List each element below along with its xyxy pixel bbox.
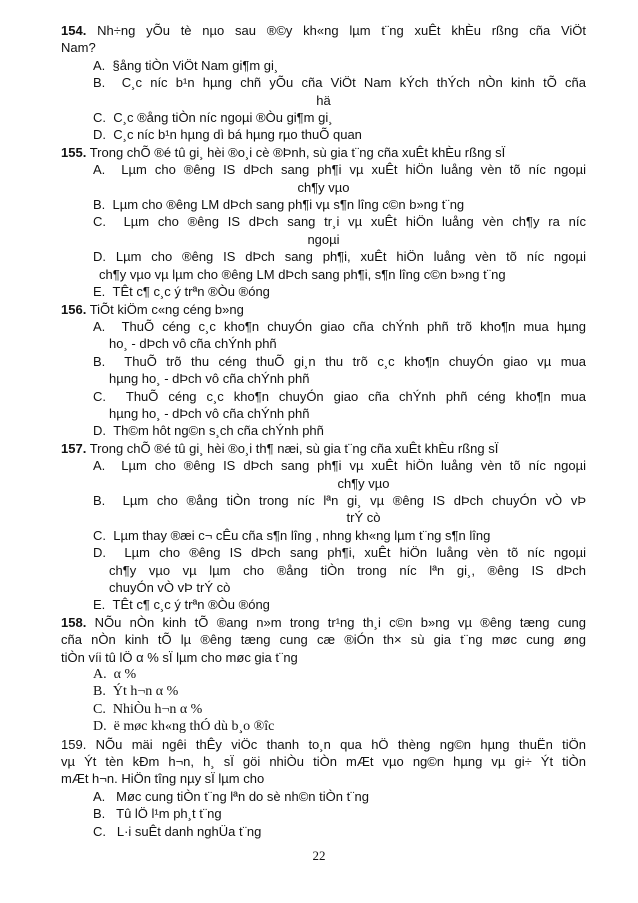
option-c: C. Lµm cho ®êng IS dÞch sang tr¸i vµ xuÊt hiÖn luång vèn ch¶y ra níc — [93, 214, 586, 230]
option-c: C. Lµm thay ®æi c¬ cÊu cña s¶n lîng , nhng kh«ng lµm t¨ng s¶n lîng — [93, 527, 491, 543]
question-157-line1: 157. Trong chÕ ®é tû gi¸ hèi ®o¸i th¶ næi, sù gia t¨ng cña xuÊt khÈu rßng sÏ — [61, 440, 499, 456]
option-c: C. NhiÒu h¬n α % — [93, 701, 203, 717]
option-a: A. Lµm cho ®êng IS dÞch sang ph¶i vµ xuÊt hiÖn luång vèn tõ níc ngoµi — [93, 162, 586, 178]
option-d: D. Lµm cho ®êng IS dÞch sang ph¶i, xuÊt hiÖn luång vèn tõ níc ngoµi — [93, 545, 586, 561]
option-a-cont: ch¶y vµo — [337, 475, 390, 491]
option-e: E. TÊt c¶ c¸c ý trªn ®Òu ®óng — [93, 597, 270, 613]
option-a: A. Møc cung tiÒn t¨ng lªn do sè nh©n tiÒn t¨ng — [93, 788, 369, 804]
option-c: C. L·i suÊt danh nghÜa t¨ng — [93, 823, 262, 839]
option-d: D. ë møc kh«ng thÓ dù b¸o ®îc — [93, 719, 275, 735]
question-155-line1: 155. Trong chÕ ®é tû gi¸ hèi ®o¸i cè ®Þnh, sù gia t¨ng cña xuÊt khÈu rßng sÏ — [61, 144, 506, 160]
option-a: A. α % — [93, 667, 137, 683]
question-159-line3: mÆt h¬n. HiÖn tîng nµy sÏ lµm cho — [61, 771, 265, 787]
option-a: A. §ång tiÒn ViÖt Nam gi¶m gi¸ — [93, 57, 279, 73]
question-158-line1: 158. NÕu nÒn kinh tÕ ®ang n»m trong tr¹ng th¸i c©n b»ng vµ ®êng tæng cung — [61, 614, 586, 630]
option-b-cont: hä — [316, 92, 331, 108]
option-e: E. TÊt c¶ c¸c ý trªn ®Òu ®óng — [93, 284, 270, 300]
question-158-line3: tiÒn víi tû lÖ α % sÏ lµm cho møc gia t¨ng — [61, 649, 298, 665]
option-a: A. ThuÕ céng c¸c kho¶n chuyÓn giao cña chÝnh phñ trõ kho¶n mua hµng — [93, 318, 586, 334]
option-b: B. Tû lÖ l¹m ph¸t t¨ng — [93, 806, 222, 822]
option-d-cont2: chuyÓn vÒ vÞ trÝ cò — [109, 580, 231, 595]
question-159-line1: 159. NÕu mäi ngêi thÊy viÖc thanh to¸n qua hÖ thèng ng©n hµng thuËn tiÖn — [61, 736, 586, 752]
option-c-cont: ngoµi — [307, 231, 340, 247]
option-a-cont: ho¸ - dÞch vô cña chÝnh phñ — [109, 336, 277, 352]
option-d: D. Th©m hôt ng©n s¸ch cña chÝnh phñ — [93, 423, 324, 439]
option-d-cont: ch¶y vµo vµ lµm cho ®ång tiÒn trong níc lªn gi¸, ®êng IS dÞch — [109, 562, 586, 578]
option-b: B. C¸c níc b¹n hµng chñ yÕu cña ViÖt Nam kÝch thÝch nÒn kinh tÕ cña — [93, 75, 586, 91]
option-c-cont: hµng ho¸ - dÞch vô cña chÝnh phñ — [109, 405, 310, 421]
question-154-line2: Nam? — [61, 40, 96, 56]
option-b: B. ThuÕ trõ thu céng thuÕ gi¸n thu trõ c¸c kho¶n chuyÓn giao vµ mua — [93, 353, 586, 369]
question-156-line1: 156. TiÕt kiÖm c«ng céng b»ng — [61, 301, 244, 317]
page-content — [61, 22, 586, 840]
option-b: B. Lµm cho ®êng LM dÞch sang ph¶i vµ s¶n lîng c©n b»ng t¨ng — [93, 197, 465, 213]
question-159-line2: vµ Ýt tèn kÐm h¬n, h¸ sÏ göi nhiÒu tiÒn mÆt vµo ng©n hµng vµ gi÷ Ýt tiÒn — [61, 754, 586, 770]
option-c: C. C¸c ®ång tiÒn níc ngoµi ®Òu gi¶m gi¸ — [93, 110, 333, 126]
option-d: D. C¸c níc b¹n hµng dì bá hµng rµo thuÕ quan — [93, 127, 362, 143]
option-c: C. ThuÕ céng c¸c kho¶n chuyÓn giao cña chÝnh phñ céng kho¶n mua — [93, 388, 586, 404]
option-a-cont: ch¶y vµo — [297, 179, 350, 195]
option-b: B. Lµm cho ®ång tiÒn trong níc lªn gi¸ vµ ®êng IS dÞch chuyÓn vÒ vÞ — [93, 492, 586, 508]
question-154-line1 — [61, 22, 586, 39]
option-d: D. Lµm cho ®êng IS dÞch sang ph¶i, xuÊt hiÖn luång vèn tõ níc ngoµi — [93, 249, 586, 265]
option-d-cont: ch¶y vµo vµ lµm cho ®êng LM dÞch sang ph¶i, s¶n lîng c©n b»ng t¨ng — [99, 266, 506, 282]
option-a: A. Lµm cho ®êng IS dÞch sang ph¶i vµ xuÊt hiÖn luång vèn tõ níc ngoµi — [93, 458, 586, 474]
page-number: 22 — [312, 848, 326, 863]
question-text: Nh÷ng yÕu tè nµo sau ®©y kh«ng lµm t¨ng xuÊt khÈu rßng cña ViÖt — [97, 23, 586, 38]
option-b-cont: trÝ cò — [346, 510, 381, 526]
question-number: 154. — [61, 23, 87, 38]
option-b-cont: hµng ho¸ - dÞch vô cña chÝnh phñ — [109, 371, 310, 387]
question-158-line2: cña nÒn kinh tÕ lµ ®êng tæng cung cæ ®iÓn th× sù gia t¨ng møc cung øng — [61, 632, 586, 648]
option-b: B. Ýt h¬n α % — [93, 684, 179, 700]
